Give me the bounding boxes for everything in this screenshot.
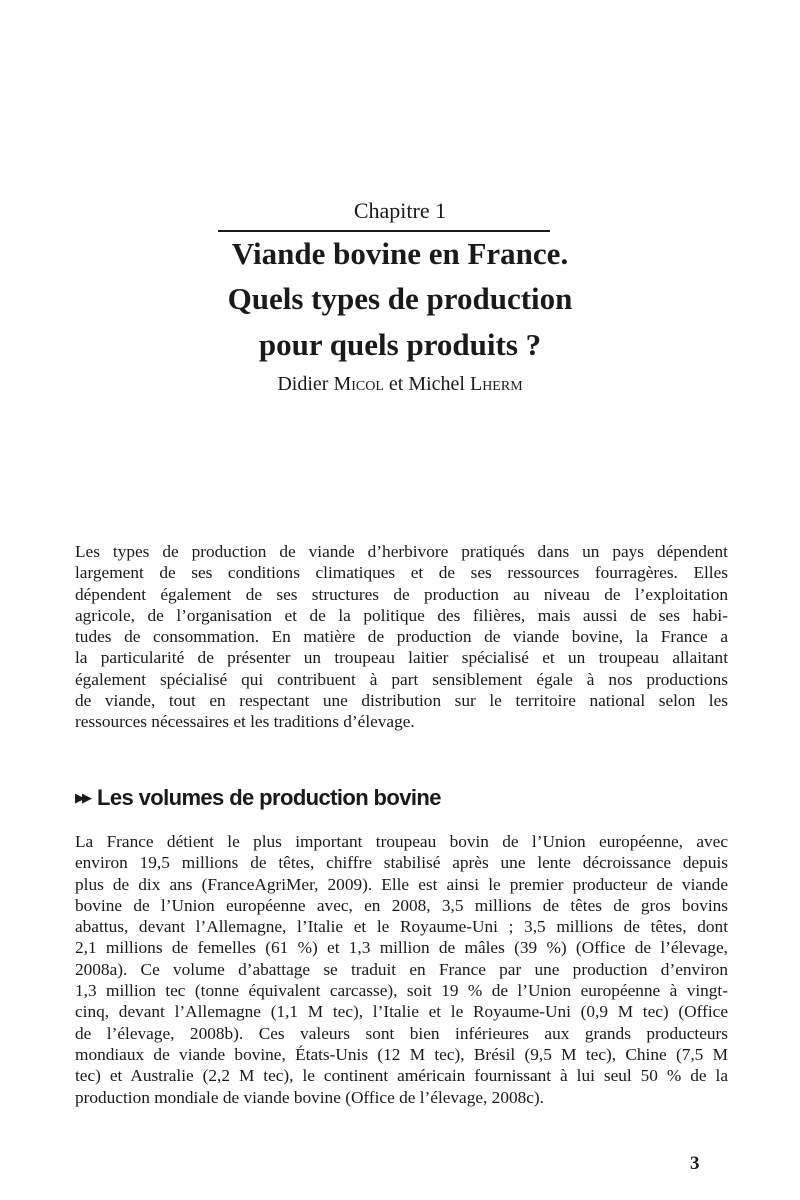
text-line: abattus, devant l’Allemagne, l’Italie et le Royaume-Uni ; 3,5 millions de têtes, dont — [75, 917, 728, 937]
text-line: 1,3 million tec (tonne équivalent carcasse), soit 19 % de l’Union européenne à vingt- — [75, 981, 728, 1001]
text-line: ressources nécessaires et les traditions d’élevage. — [75, 712, 415, 732]
double-triangle-right-icon: ▶▶ — [75, 790, 89, 805]
text-line: mondiaux de viande bovine, États-Unis (12 M tec), Brésil (9,5 M tec), Chine (7,5 M — [75, 1044, 728, 1064]
text-line: La France détient le plus important troupeau bovin de l’Union européenne, avec — [75, 832, 728, 851]
text-line: production mondiale de viande bovine (Office de l’élevage, 2008c). — [75, 1087, 544, 1107]
section-title: Les volumes de production bovine — [97, 785, 441, 810]
text-line: tec) et Australie (2,2 M tec), le continent américain fournissant à lui seul 50 % de la — [75, 1066, 728, 1086]
text-line: la particularité de présenter un troupeau laitier spécialisé et un troupeau allaitant — [75, 648, 728, 668]
text-line: bovine de l’Union européenne avec, en 2008, 3,5 millions de têtes de gros bovins — [75, 895, 728, 915]
chapter-rule — [218, 230, 550, 232]
author-first-name: Didier — [277, 373, 329, 395]
text-line: de viande, tout en respectant une distribution sur le territoire national selon les — [75, 691, 728, 711]
text-line: 2,1 millions de femelles (61 %) et 1,3 million de mâles (39 %) (Office de l’élevage, — [75, 938, 728, 958]
page-number: 3 — [690, 1153, 700, 1174]
text-line: plus de dix ans (FranceAgriMer, 2009). Elle est ainsi le premier producteur de viande — [75, 874, 728, 894]
chapter-authors — [0, 373, 800, 396]
text-line: tudes de consommation. En matière de production de viande bovine, la France a — [75, 627, 728, 647]
text-line: de l’élevage, 2008b). Ces valeurs sont bien inférieures aux grands producteurs — [75, 1023, 728, 1043]
section-paragraph — [75, 831, 728, 1108]
chapter-title-line: Viande bovine en France. — [231, 236, 569, 271]
text-line: environ 19,5 millions de têtes, chiffre stabilisé après une lente décroissance depuis — [75, 853, 728, 873]
section-heading — [75, 785, 441, 811]
author-first-name: Michel — [408, 373, 465, 395]
text-line: agricole, de l’organisation et de la politique des filières, mais aussi de ses habi- — [75, 605, 728, 625]
author-last-name: Micol — [333, 373, 384, 395]
text-line: 2008a). Ce volume d’abattage se traduit en France par une production d’environ — [75, 959, 728, 979]
author-conjunction: et — [388, 373, 404, 395]
text-line: également spécialisé qui contribuent à part sensiblement égale à nos productions — [75, 669, 728, 689]
text-line: dépendent également de ses structures de production au niveau de l’exploitation — [75, 584, 728, 604]
chapter-label: Chapitre 1 — [353, 198, 447, 223]
text-line: cinq, devant l’Allemagne (1,1 M tec), l’Italie et le Royaume-Uni (0,9 M tec) (Office — [75, 1002, 728, 1022]
chapter-title-line: Quels types de production — [227, 281, 573, 316]
text-line: Les types de production de viande d’herbivore pratiqués dans un pays dépendent — [75, 542, 728, 561]
text-line: largement de ses conditions climatiques et de ses ressources fourragères. Elles — [75, 563, 728, 583]
chapter-title-line: pour quels produits ? — [258, 327, 542, 362]
author-last-name: Lherm — [469, 373, 523, 395]
intro-paragraph — [75, 541, 728, 733]
